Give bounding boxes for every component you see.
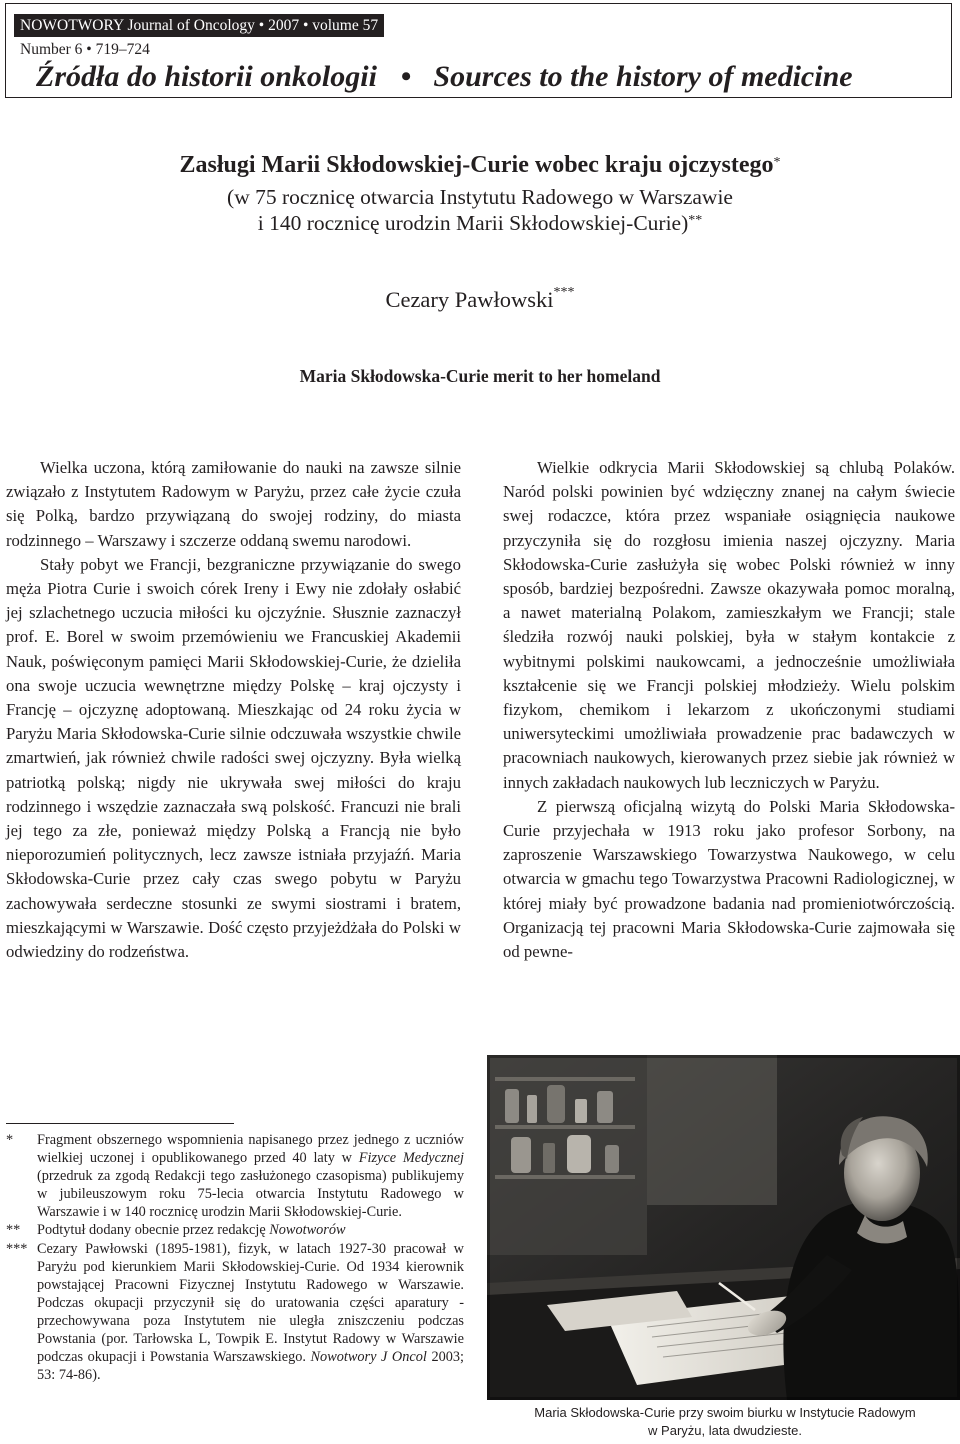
portrait-photo [487, 1055, 960, 1400]
body-column-left [6, 456, 461, 964]
title-block [0, 150, 960, 236]
paragraph: Wielkie odkrycia Marii Skłodowskiej są chlubą Polaków. Naród polski powinien być wdzięczny znanej na całym świecie swej rodaczce, która przez wspaniałe osiągnięcia naukowe przyczyniła się do rozgłosu imienia naszej ojczyzny. Maria Skłodowska-Curie zasłużyła się wobec Polski również w inny sposób, bardziej bezpośredni. Zawsze okazywała pomoc moralną, a nawet materialną Polakom, zamieszkałym we Francji; stale śledziła rozwój nauki polskiej, była w stałym kontakcie z wybitnymi polskimi naukowcami, a jednocześnie umożliwiała kształcenie się we Francji polskiej młodzieży. Wielu polskim fizykom, chemikom i lekarzom z ukończonymi studiami uniwersyteckimi umożliwiała prowadzenie prac badawczych w pracowniach naukowych, kierowanych przez siebie jak również w innych zakładach naukowych lub leczniczych w Paryżu. [503, 458, 955, 792]
section-polish: Źródła do historii onkologii [36, 60, 377, 93]
footnote-mark: *** [6, 1240, 28, 1257]
subtitle-line-1: (w 75 rocznicę otwarcia Instytutu Radowego w Warszawie [227, 185, 733, 209]
section-heading [36, 60, 946, 94]
footnote-mark: ** [6, 1222, 21, 1239]
caption-line-2: w Paryżu, lata dwudzieste. [648, 1422, 802, 1438]
issue-number: Number 6 • 719–724 [20, 41, 150, 58]
author-name: Cezary Pawłowski*** [385, 285, 575, 312]
paragraph: Stały pobyt we Francji, bezgraniczne przywiązanie do swego męża Piotra Curie i swoich córek Ireny i Ewy nie zdołały osłabić jej szlachetnego uczucia miłości ku ojczyźnie. Słusznie zaznaczył prof. E. Borel w swoim przemówieniu we Francuskiej Akademii Nauk, poświęconym pamięci Marii Skłodowskiej-Curie, że dzieliła ona swoje uczucia wewnętrzne między Polskę – kraj ojczysty i Francję – ojczyznę adoptowaną. Mieszkając od 24 roku życia w Paryżu Maria Skłodowska-Curie silnie odczuwała wszystkie chwile zmartwień, jak również chwile radości swej ojczyzny. Była wielką patriotką polską; nigdy nie ukrywała swej miłości do kraju rodzinnego i wszędzie zaznaczała swą polskość. Francuzi nie brali jej tego za złe, ponieważ między Polską a Francją nie było nieporozumień politycznych, lecz zawsze istniała przyjaźń. Maria Skłodowska-Curie przez cały czas swego pobytu w Paryżu zachowywała serdeczne stosunki ze swymi siostrami i bratem, mieszkającymi w Warszawie. Dość często przyjeżdżała do Polski w odwiedziny do rodzeństwa. [6, 554, 461, 962]
photo-caption [490, 1404, 960, 1439]
footnote-mark: * [6, 1132, 14, 1148]
paragraph: Z pierwszą oficjalną wizytą do Polski Maria Skłodowska-Curie przyjechała w 1913 roku jako profesor Sorbony, na zaproszenie Warszawskiego Towarzystwa Naukowego, w celu otwarcia w gmachu tego Towarzystwa Pracowni Radiologicznej, w której miały być prowadzone badania nad promieniotwórczością. Organizacją tej pracowni Maria Skłodowska-Curie zajmowała się od pewne- [503, 796, 955, 962]
footnote-1: * Fragment obszernego wspomnienia napisanego przez jednego z uczniów wielkiej uczonej i opublikowanego przed 40 laty w Fizyce Medycznej (przedruk za zgodą Redakcji tego zasłużonego czasopisma) publikujemy w jubileuszowym roku 75-lecia otwarcia Instytutu Radowego w Warszawie i w 140 rocznicę urodzin Marii Skłodowskiej-Curie. [6, 1132, 464, 1221]
photo-image [487, 1055, 960, 1400]
footnotes [6, 1131, 464, 1384]
english-title: Maria Skłodowska-Curie merit to her homeland [299, 366, 661, 386]
footnote-2: ** Podtytuł dodany obecnie przez redakcję Nowotworów [6, 1222, 346, 1239]
article-subtitle [0, 184, 960, 236]
title-footnote-mark: * [773, 155, 781, 170]
subtitle-line-2: i 140 rocznicę urodzin Marii Skłodowskiej-Curie)** [257, 211, 703, 235]
caption-line-1: Maria Skłodowska-Curie przy swoim biurku w Instytucie Radowym [534, 1405, 916, 1420]
journal-name: NOWOTWORY Journal of Oncology • 2007 • volume 57 [14, 14, 384, 37]
section-english: Sources to the history of medicine [433, 60, 853, 93]
author-footnote-mark: *** [553, 285, 575, 300]
subtitle-footnote-mark: ** [688, 213, 703, 228]
footnote-divider [6, 1123, 234, 1124]
footnote-3: *** Cezary Pawłowski (1895-1981), fizyk, w latach 1927-30 pracował w Paryżu pod kierunkiem Marii Skłodowskiej-Curie. Od 1934 kierownik powstającej Pracowni Fizycznej Instytutu Radowego w Warszawie. Podczas okupacji przyczynił się do uratowania części aparatury - przechowywana poza Instytutem nie uległa zniszczeniu podczas Powstania (por. Tarłowska L, Towpik E. Instytut Radowy w Warszawie podczas okupacji i Powstania Warszawskiego. Nowotwory J Oncol 2003; 53: 74-86). [6, 1240, 465, 1384]
article-title: Zasługi Marii Skłodowskiej-Curie wobec kraju ojczystego* [179, 152, 781, 178]
section-separator: • [400, 60, 412, 93]
paragraph: Wielka uczona, którą zamiłowanie do nauki na zawsze silnie związało z Instytutem Radowym w Paryżu, przez całe życie czuła się Polką, bardzo przywiązaną do swojej rodziny, do miasta rodzinnego – Warszawy i szczerze oddaną swemu narodowi. [6, 458, 461, 550]
journal-header [5, 3, 952, 98]
body-column-right [503, 456, 955, 964]
